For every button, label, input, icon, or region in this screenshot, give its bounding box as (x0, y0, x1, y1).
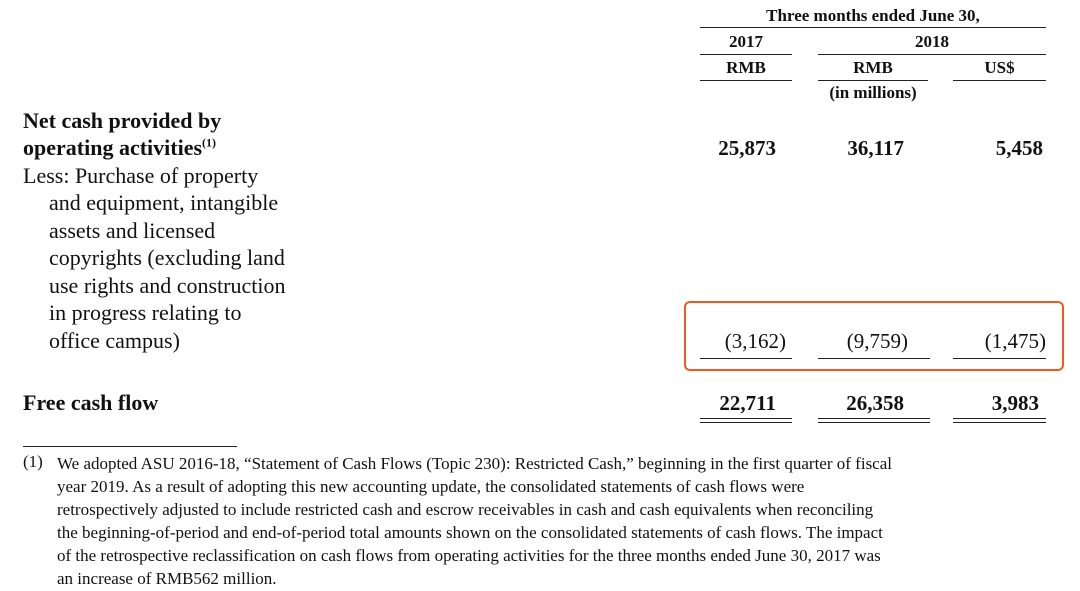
unit-rmb-2018: RMB (853, 58, 893, 77)
unit-usd-2018-rule (953, 80, 1046, 81)
period-header: Three months ended June 30, (766, 6, 980, 25)
year-2018-rule (818, 54, 1046, 55)
purchase-label-line-1: Less: Purchase of property (23, 163, 259, 188)
operating-label-text: operating activities (23, 135, 203, 160)
operating-label-line-2 (23, 134, 216, 162)
purchase-2018-rmb-rule (818, 358, 930, 359)
fcf-2018-usd-double-rule-top (953, 418, 1046, 419)
unit-rmb-2017: RMB (726, 58, 766, 77)
fcf-value-2018-rmb: 26,358 (846, 391, 904, 415)
purchase-label-line-2: and equipment, intangible (49, 190, 279, 215)
purchase-2018-usd-rule (953, 358, 1046, 359)
purchase-value-2018-rmb: (9,759) (846, 329, 908, 353)
fcf-2017-double-rule-bottom (700, 422, 792, 423)
operating-value-2017: 25,873 (718, 136, 776, 160)
period-header-rule (700, 27, 1046, 28)
purchase-label-line-3: assets and licensed (49, 218, 216, 243)
purchase-label-line-4: copyrights (excluding land (49, 245, 285, 270)
footnote-ref: (1) (202, 135, 217, 150)
year-2018-header: 2018 (915, 32, 949, 51)
year-2017-rule (700, 54, 792, 55)
fcf-2018-rmb-double-rule-top (818, 418, 930, 419)
purchase-2017-rule (700, 358, 792, 359)
unit-usd-2018: US$ (984, 58, 1015, 77)
operating-value-2018-usd: 5,458 (995, 136, 1043, 160)
year-2017-header: 2017 (729, 32, 763, 51)
footnote-text (57, 452, 1057, 590)
purchase-label-line-6: in progress relating to (49, 300, 242, 325)
footnote-line-5: of the retrospective reclassification on cash flows from operating activities for the three months ended June 30, 2017 was (57, 546, 881, 565)
footnote-line-2: year 2019. As a result of adopting this new accounting update, the consolidated statements of cash flows were (57, 477, 805, 496)
operating-value-2018-rmb: 36,117 (847, 136, 904, 160)
fcf-2017-double-rule-top (700, 418, 792, 419)
purchase-label-line-5: use rights and construction (49, 273, 286, 298)
unit-rmb-2017-rule (700, 80, 792, 81)
fcf-2018-usd-double-rule-bottom (953, 422, 1046, 423)
unit-rmb-2018-rule (818, 80, 928, 81)
fcf-value-2018-usd: 3,983 (991, 391, 1039, 415)
footnote-marker: (1) (23, 452, 43, 471)
fcf-value-2017: 22,711 (719, 391, 776, 415)
footnote-rule (23, 446, 237, 447)
purchase-value-2018-usd: (1,475) (984, 329, 1046, 353)
fcf-2018-rmb-double-rule-bottom (818, 422, 930, 423)
fcf-label: Free cash flow (23, 390, 159, 415)
footnote-line-3: retrospectively adjusted to include restricted cash and escrow receivables in cash and cash equivalents when reconciling (57, 500, 874, 519)
purchase-label-line-7: office campus) (49, 328, 180, 353)
purchase-value-2017: (3,162) (724, 329, 786, 353)
footnote-line-6: an increase of RMB562 million. (57, 569, 277, 588)
operating-label-line-1: Net cash provided by (23, 108, 222, 133)
footnote-line-4: the beginning-of-period and end-of-period total amounts shown on the consolidated statements of cash flows. The impact (57, 523, 883, 542)
footnote-line-1: We adopted ASU 2016-18, “Statement of Cash Flows (Topic 230): Restricted Cash,” beginning in the first quarter of fiscal (57, 454, 892, 473)
units-note: (in millions) (829, 83, 917, 102)
